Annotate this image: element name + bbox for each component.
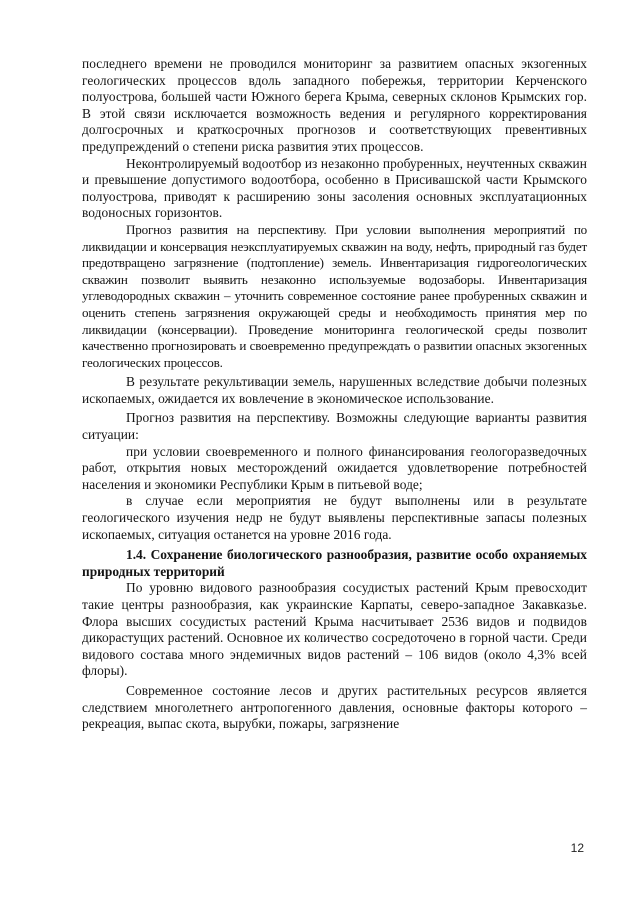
paragraph-continued-monitoring: последнего времени не проводился мониторинг за развитием опасных экзогенных геологических процессов вдоль западного побережья, территории Керченского полуострова, большей части Южного берега Крыма, северных склонов Крымских гор. В этой связи исключается возможность ведения и регулярного корректирования долгосрочных и краткосрочных прогнозов и соответствующих превентивных предупреждений о степени риска развития этих процессов. [82, 56, 587, 154]
paragraph-forecast-variants: Прогноз развития на перспективу. Возможны следующие варианты развития ситуации: [82, 410, 587, 443]
paragraph-variant-failure: в случае если мероприятия не будут выполнены или в результате геологического изучения недр не будут выявлены перспективные запасы полезных ископаемых, ситуация останется на уровне 2016 года. [82, 493, 587, 542]
page-number: 12 [570, 841, 584, 855]
document-page [82, 56, 587, 733]
paragraph-land-recultivation: В результате рекультивации земель, нарушенных вследствие добычи полезных ископаемых, ожидается их вовлечение в экономическое использование. [82, 374, 587, 406]
paragraph-flora-diversity: По уровню видового разнообразия сосудистых растений Крым превосходит такие центры разнообразия, как украинские Карпаты, северо-западное Закавказье. Флора высших сосудистых растений Крыма насчитывает 2536 видов и подвидов дикорастущих растений. Основное их количество сосредоточено в горной части. Среди видового состава много эндемичных видов растений – 106 видов (около 4,3% всей флоры). [82, 580, 587, 679]
paragraph-forest-state: Современное состояние лесов и других растительных ресурсов является следствием многолетнего антропогенного давления, основные факторы которого – рекреация, выпас скота, вырубки, пожары, загрязнение [82, 682, 587, 732]
paragraph-forecast-wells: Прогноз развития на перспективу. При условии выполнения мероприятий по ликвидации и консервация неэксплуатируемых скважин на воду, нефть, природный газ будет предотвращено загрязнение (подтопление) земель. Инвентаризация гидрогеологических скважин позволит выявить незаконно используемые водозаборы. Инвентаризация углеводородных скважин – уточнить современное состояние ранее пробуренных скважин и оценить степень загрязнения окружающей среды и необходимость принятия мер по ликвидации (консервации). Проведение мониторинга геологической среды позволит качественно прогнозировать и своевременно предупреждать о развитии опасных экзогенных геологических процессов. [82, 221, 587, 370]
paragraph-variant-financing: при условии своевременного и полного финансирования геологоразведочных работ, открытия новых месторождений ожидается удовлетворение потребностей населения и экономики Республики Крым в питьевой воде; [82, 443, 587, 492]
paragraph-water-extraction: Неконтролируемый водоотбор из незаконно пробуренных, неучтенных скважин и превышение допустимого водоотбора, особенно в Присивашской части Крымского полуострова, приводят к расширению зоны засоления основных эксплуатационных водоносных горизонтов. [82, 155, 587, 221]
section-heading-biodiversity: 1.4. Сохранение биологического разнообразия, развитие особо охраняемых природных территорий [82, 547, 587, 579]
